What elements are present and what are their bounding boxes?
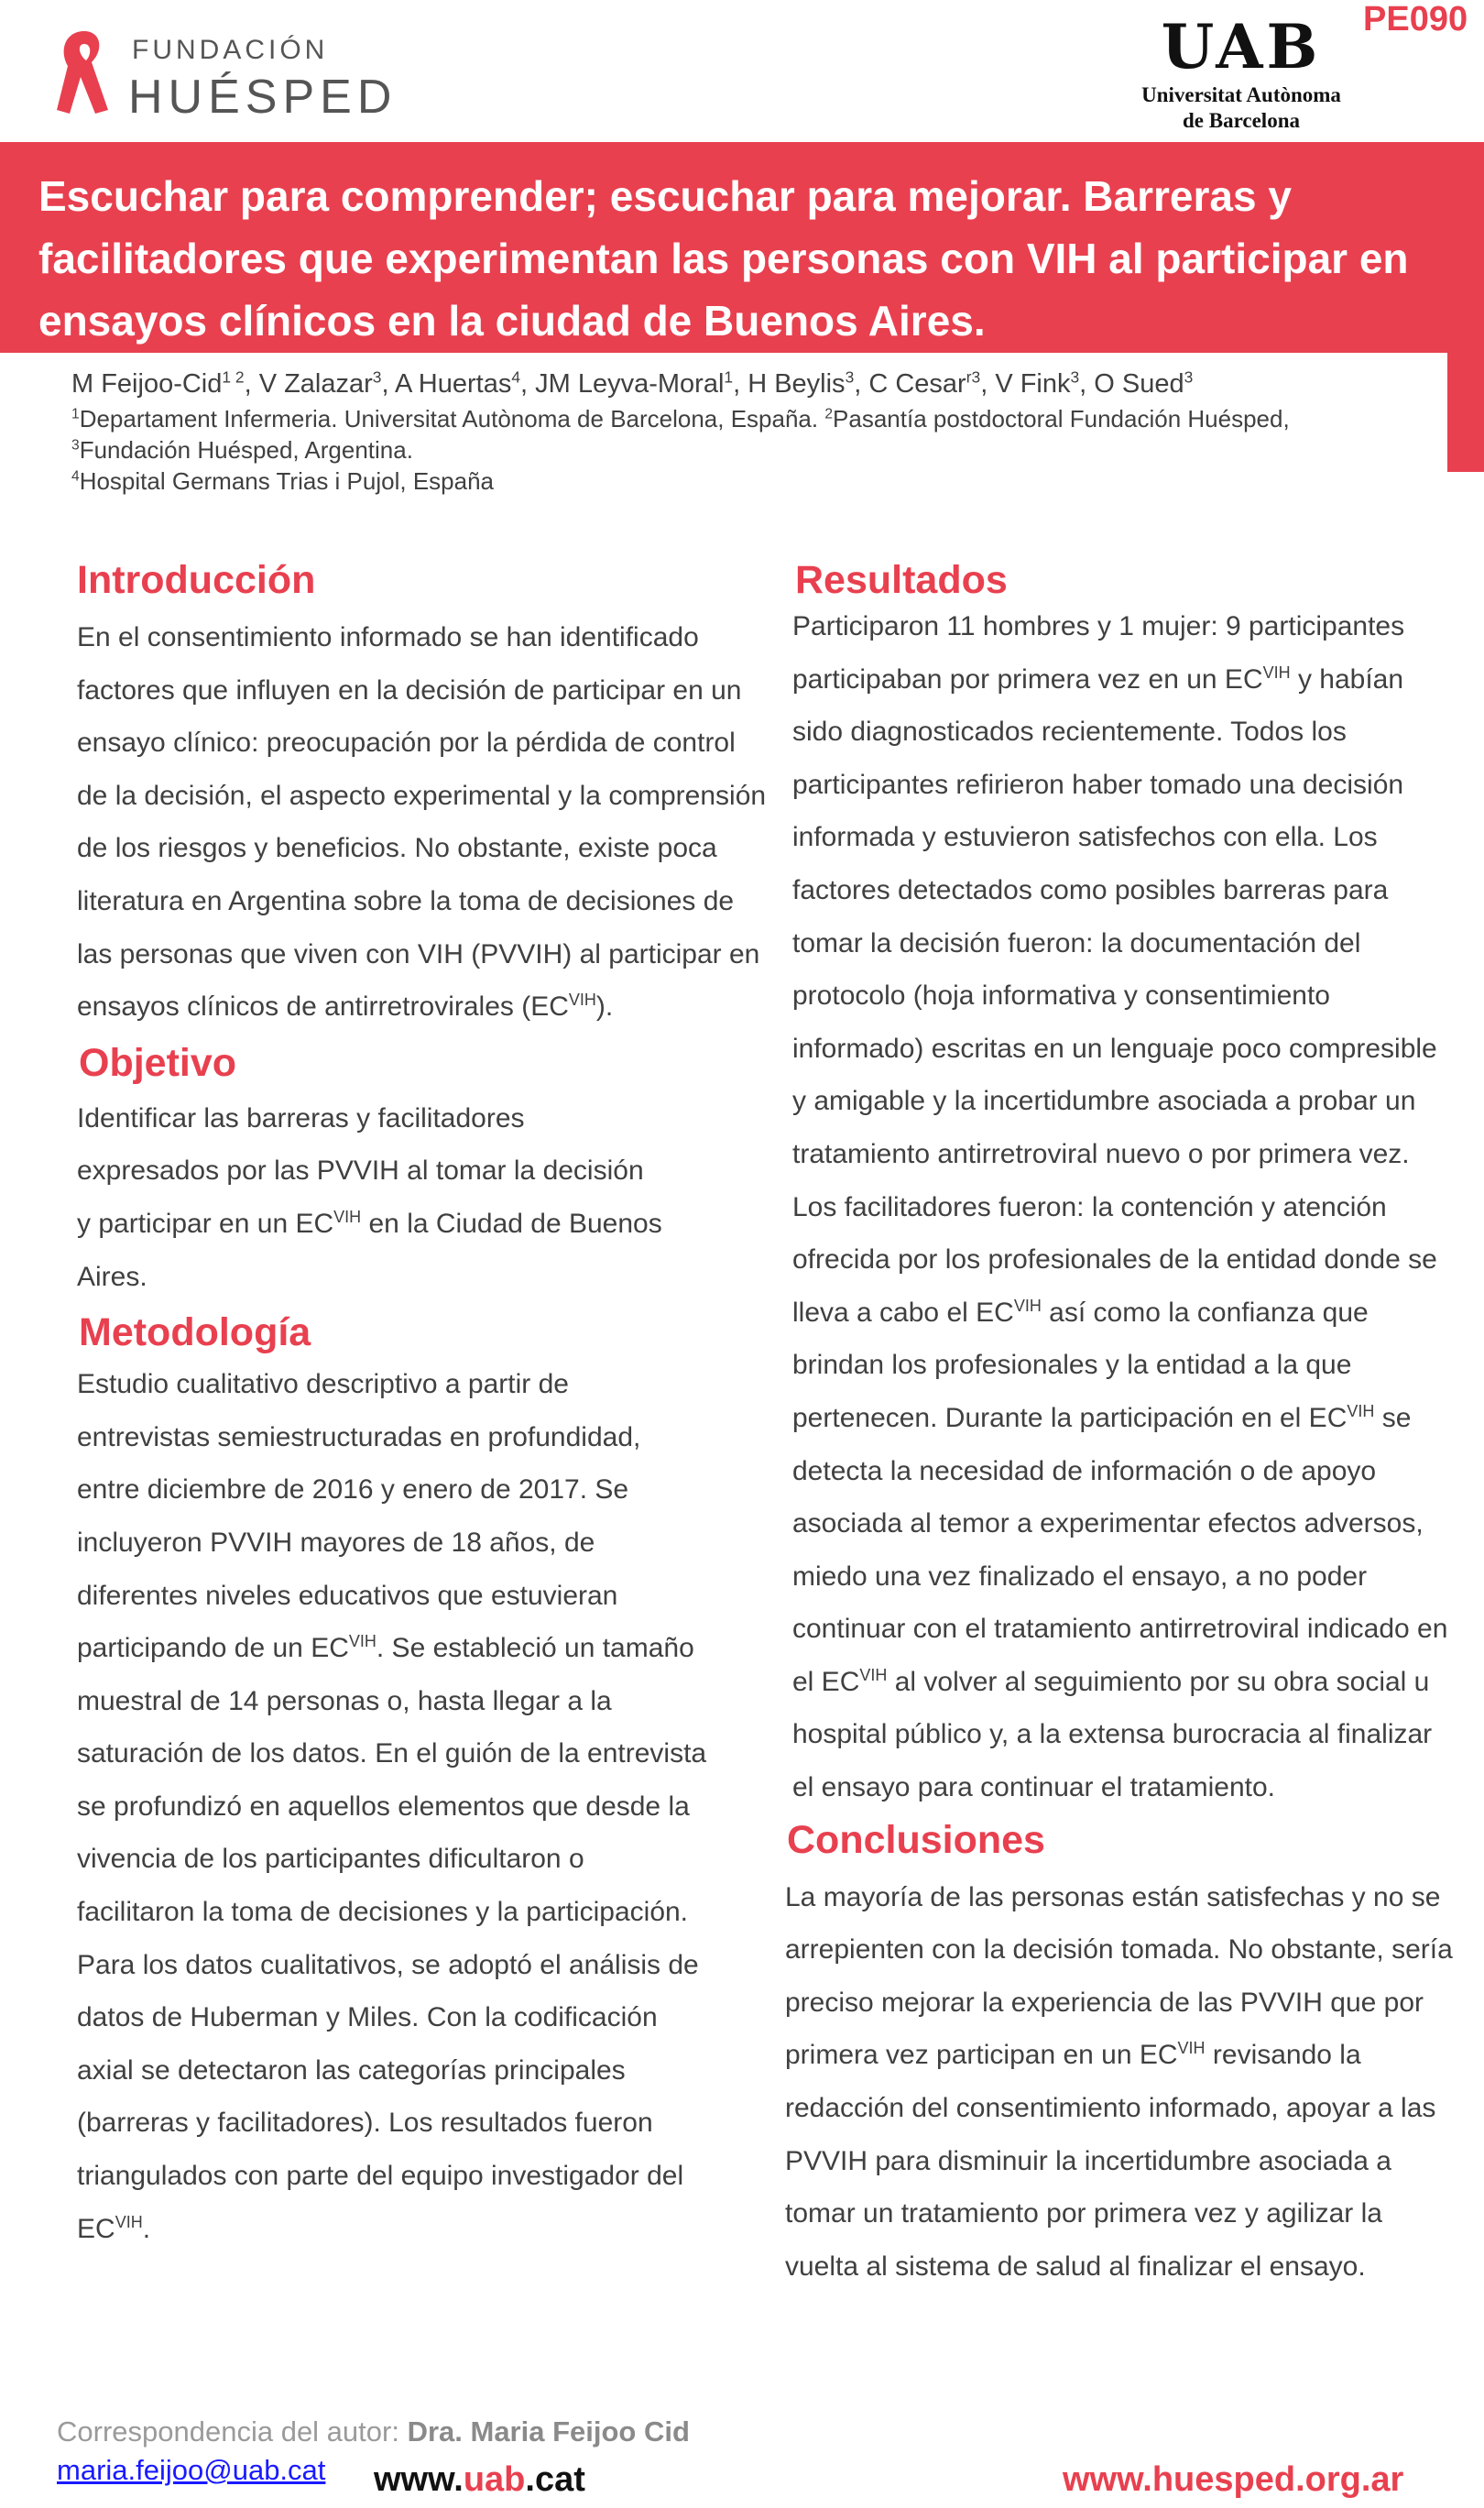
conclusiones-heading: Conclusiones [787,1817,1045,1862]
conclusiones-text: La mayoría de las personas están satisfechas y no se arrepienten con la decisión tomada. No obstante, sería preciso mejorar la experiencia de las PVVIH que por primera vez participan en un $EC^{VIH}$ revisando la redacción del consentimiento informado, apoyar a las PVVIH para disminuir la incertidumbre asociada a tomar un tratamiento por primera vez y agilizar la vuelta al sistema de salud al finalizar el ensayo. [785,1881,1453,2282]
affiliations [71,403,1446,497]
fundacion-huesped-logo [48,22,398,124]
author: M Feijoo-Cid$^{1 2}$, [71,367,259,399]
affiliation-line: $^4$Hospital Germans Trias i Pujol, España [71,467,494,495]
correspondence: Correspondencia del autor: Dra. Maria Feijoo Cid [57,2415,690,2448]
resultados-heading: Resultados [795,558,1008,602]
objetivo-heading: Objetivo [79,1040,237,1085]
author: JM Leyva-Moral$^1$, [535,367,748,399]
introduccion-heading: Introducción [77,558,316,602]
affiliation-line: $^3$Fundación Huésped, Argentina. [71,436,413,464]
resultados-text: Participaron 11 hombres y 1 mujer: 9 participantes participaban por primera vez en un $EC^{VIH}$ y habían sido diagnosticados recientemente. Todos los participantes refirieron haber tomado una decisión informada y estuvieron satisfechos con ella. Los factores detectados como posibles barreras para tomar la decisión fueron: la documentación del protocolo (hoja informativa y consentimiento informado) escritas en un lenguaje poco compresible y amigable y la incertidumbre asociada a probar un tratamiento antirretroviral nuevo o por primera vez. Los facilitadores fueron: la contención y atención ofrecida por los profesionales de la entidad donde se lleva a cabo el $EC^{VIH}$ así como la confianza que brindan los profesionales y la entidad a la que pertenecen. Durante la participación en el $EC^{VIH}$ se detecta la necesidad de información o de apoyo asociada al temor a experimentar efectos adversos, miedo una vez finalizado el ensayo, a no poder continuar con el tratamiento antirretroviral indicado en el $EC^{VIH}$ al volver al seguimiento por su obra social u hospital público y, a la extensa burocracia al finalizar el ensayo para continuar el tratamiento. [792,611,1448,1803]
uab-mark: UAB [1161,11,1322,82]
uab-website[interactable]: www.uab.cat [374,2460,585,2499]
uab-name-line-2: de Barcelona [1183,109,1300,132]
red-ribbon-icon [48,22,121,119]
huesped-website[interactable]: www.huesped.org.ar [1063,2460,1404,2499]
metodologia-text: Estudio cualitativo descriptivo a partir de entrevistas semiestructuradas en profundidad, entre diciembre de 2016 y enero de 2017. Se incluyeron PVVIH mayores de 18 años, de diferentes niveles educativos que estuvieran participando de un $EC^{VIH}$. Se estableció un tamaño muestral de 14 personas o, hasta llegar a la saturación de los datos. En el guión de la entrevista se profundizó en aquellos elementos que desde la vivencia de los participantes dificultaron o facilitaron la toma de decisiones y la participación. Para los datos cualitativos, se adoptó el análisis de datos de Huberman y Miles. Con la codificación axial se detectaron las categorías principales (barreras y facilitadores). Los resultados fueron triangulados con parte del equipo investigador del $EC^{VIH}$. [77,1369,707,2244]
author: H Beylis$^3$, [747,367,869,399]
objetivo-text: Identificar las barreras y facilitadores expresados por las PVVIH al tomar la decisión y participar en un $EC^{VIH}$ en la Ciudad de Buenos Aires. [77,1102,662,1292]
metodologia-heading: Metodología [79,1310,311,1355]
author-email-link[interactable]: maria.feijoo@uab.cat [57,2454,326,2486]
poster-title: Escuchar para comprender; escuchar para mejorar. Barreras y facilitadores que experimentan las personas con VIH al participar en ensayos clínicos en la ciudad de Buenos Aires. [38,172,1409,345]
author: V Zalazar$^3$, [258,367,395,399]
introduccion-text: En el consentimiento informado se han identificado factores que influyen en la decisión de participar en un ensayo clínico: preocupación por la pérdida de control de la decisión, el aspecto experimental y la comprensión de los riesgos y beneficios. No obstante, existe poca literatura en Argentina sobre la toma de decisiones de las personas que viven con VIH (PVVIH) al participar en ensayos clínicos de antirretrovirales $(EC^{VIH})$. [77,622,767,1023]
uab-logo [1113,11,1369,132]
affiliation-line: $^1$Departament Infermeria. Universitat Autònoma de Barcelona, España. $^2$Pasantía postdoctoral Fundación Huésped, [71,405,1290,433]
right-column [785,554,1453,2293]
author: O Sued$^3$ [1094,367,1194,399]
author: A Huertas$^4$, [394,367,536,399]
poster-code: PE090 [1363,0,1468,38]
author-list [71,368,1446,400]
logo-fundacion-text: FUNDACIÓN [132,35,329,65]
uab-name-line-1: Universitat Autònoma [1141,83,1341,106]
author: V Fink$^3$, [995,367,1095,399]
logo-huesped-text: HUÉSPED [128,71,398,124]
left-column [77,554,773,2255]
author: C Cesar$^{r3}$, [868,367,996,399]
